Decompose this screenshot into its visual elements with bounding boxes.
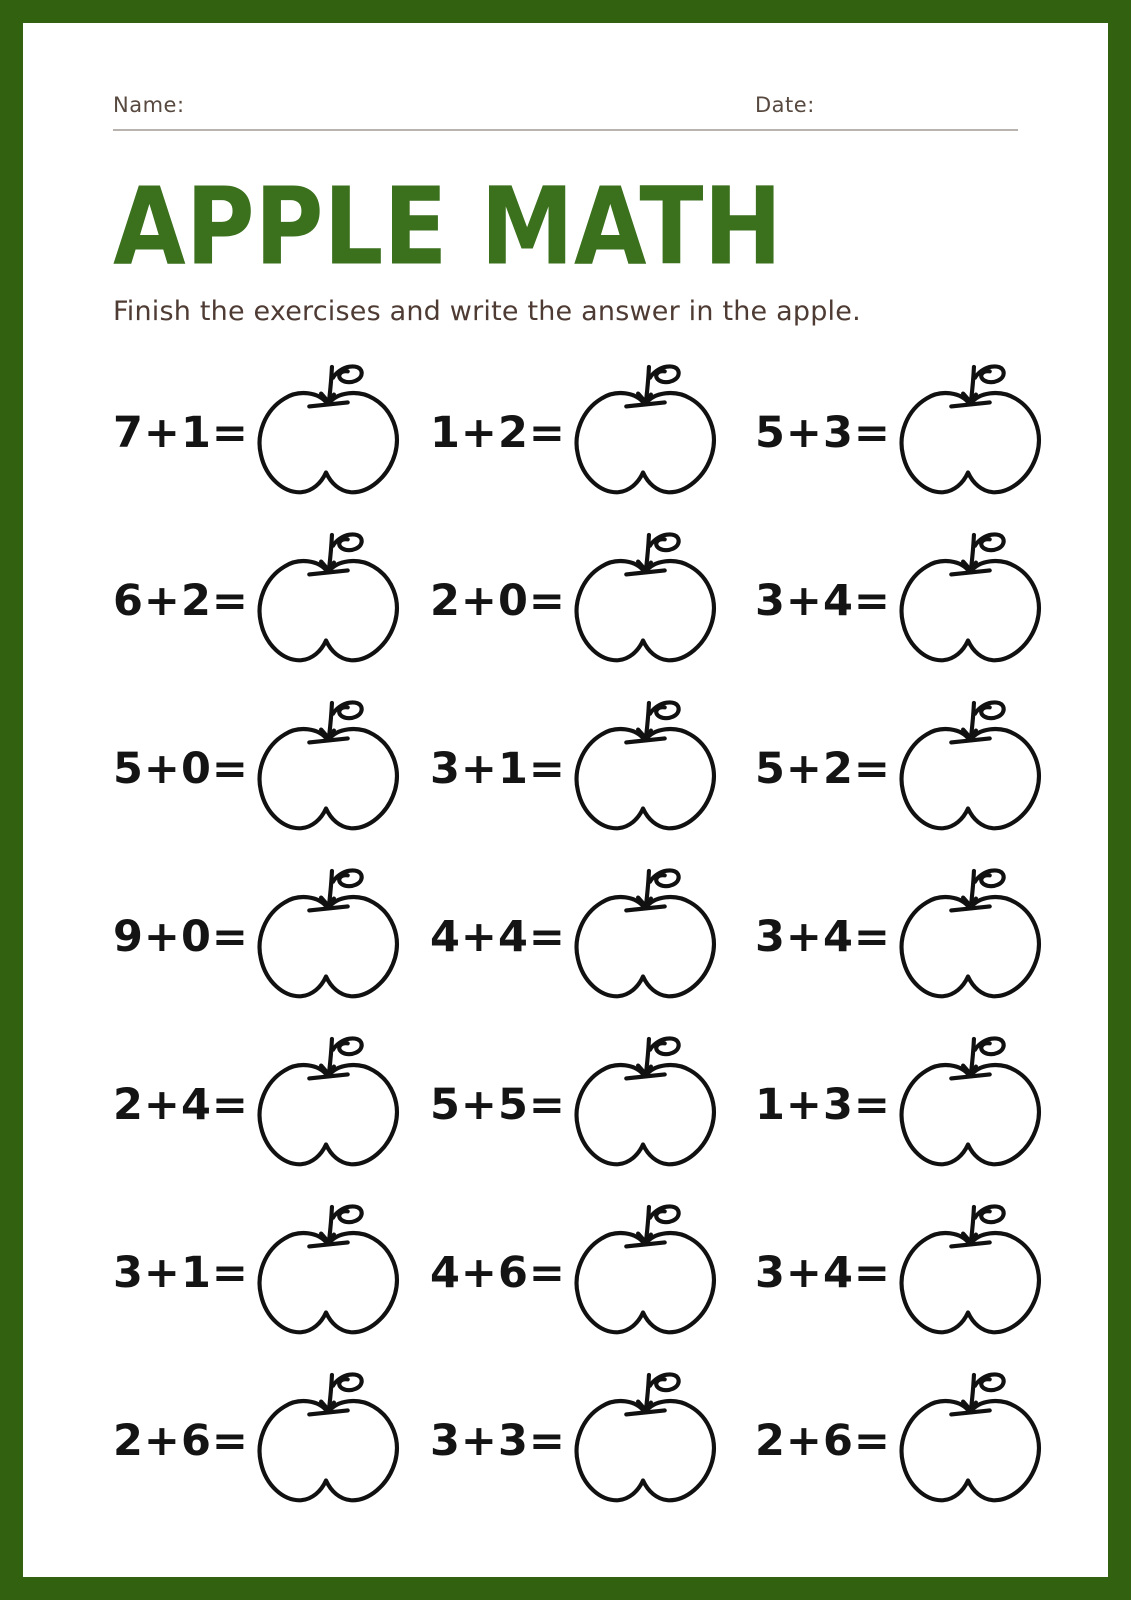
apple-answer-blank[interactable] <box>249 865 407 1013</box>
apple-answer-blank[interactable] <box>566 361 724 509</box>
problem-text: 2+6= <box>755 1416 891 1467</box>
exercise-cell <box>113 349 430 517</box>
problem-text: 2+4= <box>113 1080 249 1131</box>
apple-answer-blank[interactable] <box>249 1201 407 1349</box>
apple-answer-blank[interactable] <box>891 865 1049 1013</box>
exercise-cell <box>755 685 1049 853</box>
exercise-cell <box>430 1357 755 1525</box>
apple-answer-blank[interactable] <box>891 1033 1049 1181</box>
exercise-cell <box>755 349 1049 517</box>
problem-text: 9+0= <box>113 912 249 963</box>
exercise-cell <box>430 1189 755 1357</box>
exercise-cell <box>113 1357 430 1525</box>
apple-answer-blank[interactable] <box>566 697 724 845</box>
apple-answer-blank[interactable] <box>891 361 1049 509</box>
page-title: APPLE MATH <box>113 165 783 290</box>
apple-answer-blank[interactable] <box>891 1369 1049 1517</box>
apple-answer-blank[interactable] <box>249 1033 407 1181</box>
exercise-cell <box>755 1357 1049 1525</box>
name-label: Name: <box>113 93 185 117</box>
problem-text: 3+3= <box>430 1416 566 1467</box>
problem-text: 2+6= <box>113 1416 249 1467</box>
problem-text: 5+5= <box>430 1080 566 1131</box>
problem-text: 2+0= <box>430 576 566 627</box>
apple-answer-blank[interactable] <box>249 361 407 509</box>
problem-text: 5+0= <box>113 744 249 795</box>
worksheet-content <box>23 23 1108 1525</box>
apple-answer-blank[interactable] <box>566 1369 724 1517</box>
apple-answer-blank[interactable] <box>891 529 1049 677</box>
exercise-cell <box>113 1021 430 1189</box>
problem-text: 3+1= <box>430 744 566 795</box>
problem-text: 3+1= <box>113 1248 249 1299</box>
problem-text: 7+1= <box>113 408 249 459</box>
apple-answer-blank[interactable] <box>249 529 407 677</box>
exercise-cell <box>430 1021 755 1189</box>
apple-answer-blank[interactable] <box>566 1033 724 1181</box>
apple-answer-blank[interactable] <box>566 865 724 1013</box>
page-subtitle: Finish the exercises and write the answer in the apple. <box>113 296 861 328</box>
name-date-fill-line[interactable] <box>113 129 1018 131</box>
problem-text: 3+4= <box>755 576 891 627</box>
apple-answer-blank[interactable] <box>566 1201 724 1349</box>
problem-text: 4+4= <box>430 912 566 963</box>
apple-answer-blank[interactable] <box>891 1201 1049 1349</box>
apple-answer-blank[interactable] <box>891 697 1049 845</box>
exercise-cell <box>113 1189 430 1357</box>
exercise-cell <box>755 853 1049 1021</box>
apple-answer-blank[interactable] <box>249 697 407 845</box>
exercise-cell <box>755 1021 1049 1189</box>
problem-text: 3+4= <box>755 1248 891 1299</box>
exercise-cell <box>113 517 430 685</box>
exercise-cell <box>755 517 1049 685</box>
exercise-cell <box>113 685 430 853</box>
problem-text: 5+3= <box>755 408 891 459</box>
exercise-grid <box>113 349 1042 1525</box>
problem-text: 6+2= <box>113 576 249 627</box>
exercise-cell <box>755 1189 1049 1357</box>
problem-text: 5+2= <box>755 744 891 795</box>
problem-text: 4+6= <box>430 1248 566 1299</box>
problem-text: 1+2= <box>430 408 566 459</box>
exercise-cell <box>113 853 430 1021</box>
exercise-cell <box>430 853 755 1021</box>
apple-answer-blank[interactable] <box>249 1369 407 1517</box>
problem-text: 3+4= <box>755 912 891 963</box>
header <box>113 93 1018 131</box>
date-label: Date: <box>755 93 815 117</box>
apple-answer-blank[interactable] <box>566 529 724 677</box>
problem-text: 1+3= <box>755 1080 891 1131</box>
exercise-cell <box>430 685 755 853</box>
exercise-cell <box>430 517 755 685</box>
exercise-cell <box>430 349 755 517</box>
